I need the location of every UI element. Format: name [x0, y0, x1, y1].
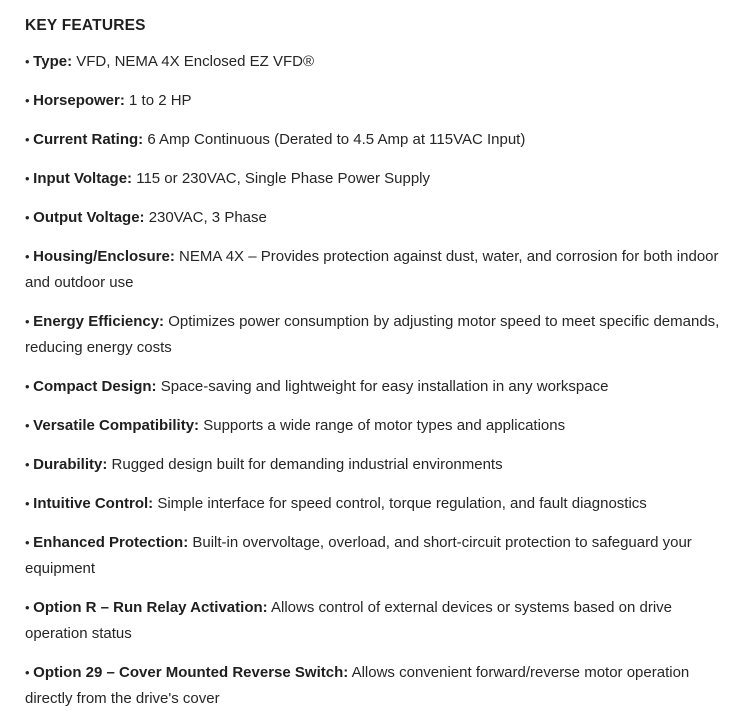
bullet-glyph: •	[25, 457, 34, 472]
feature-text: NEMA 4X – Provides protection against dust, water, and corrosion for both indoor and outdoor use	[25, 248, 719, 291]
bullet-glyph: •	[25, 496, 34, 511]
feature-list	[25, 49, 730, 712]
feature-text: 230VAC, 3 Phase	[144, 209, 267, 226]
feature-item	[25, 88, 730, 114]
bullet-glyph: •	[25, 600, 34, 615]
bullet-glyph: •	[25, 210, 34, 225]
bullet-glyph: •	[25, 171, 34, 186]
feature-label: Housing/Enclosure:	[33, 248, 175, 265]
bullet-glyph: •	[25, 249, 34, 264]
feature-item	[25, 660, 730, 712]
feature-item	[25, 595, 730, 647]
feature-text: 1 to 2 HP	[124, 92, 192, 109]
feature-text: Rugged design built for demanding industrial environments	[107, 456, 503, 473]
feature-label: Type:	[33, 53, 73, 70]
feature-text: 115 or 230VAC, Single Phase Power Supply	[132, 170, 431, 187]
feature-item	[25, 166, 730, 192]
bullet-glyph: •	[25, 665, 34, 680]
feature-item	[25, 491, 730, 517]
feature-item	[25, 127, 730, 153]
section-heading: KEY FEATURES	[25, 17, 146, 34]
bullet-glyph: •	[25, 132, 34, 147]
feature-item	[25, 530, 730, 582]
feature-text: Allows control of external devices or systems based on drive operation status	[25, 599, 672, 642]
bullet-glyph: •	[25, 314, 34, 329]
feature-label: Output Voltage:	[33, 209, 145, 226]
feature-label: Input Voltage:	[33, 170, 133, 187]
feature-label: Energy Efficiency:	[33, 313, 165, 330]
bullet-glyph: •	[25, 54, 34, 69]
feature-text: Space-saving and lightweight for easy installation in any workspace	[156, 378, 609, 395]
feature-item	[25, 309, 730, 361]
feature-label: Intuitive Control:	[33, 495, 154, 512]
feature-label: Compact Design:	[33, 378, 157, 395]
feature-label: Horsepower:	[33, 92, 125, 109]
feature-label: Option R – Run Relay Activation:	[33, 599, 268, 616]
feature-item	[25, 244, 730, 296]
bullet-glyph: •	[25, 93, 34, 108]
feature-text: Built-in overvoltage, overload, and short-circuit protection to safeguard your equipment	[25, 534, 692, 577]
feature-text: Simple interface for speed control, torque regulation, and fault diagnostics	[153, 495, 647, 512]
feature-text: Supports a wide range of motor types and applications	[199, 417, 566, 434]
feature-item	[25, 452, 730, 478]
feature-item	[25, 205, 730, 231]
feature-item	[25, 374, 730, 400]
bullet-glyph: •	[25, 418, 34, 433]
feature-label: Current Rating:	[33, 131, 144, 148]
feature-item	[25, 413, 730, 439]
feature-item	[25, 49, 730, 75]
feature-label: Versatile Compatibility:	[33, 417, 200, 434]
feature-text: Optimizes power consumption by adjusting motor speed to meet specific demands, reducing energy costs	[25, 313, 720, 356]
feature-text: VFD, NEMA 4X Enclosed EZ VFD®	[72, 53, 315, 70]
feature-label: Durability:	[33, 456, 108, 473]
feature-text: 6 Amp Continuous (Derated to 4.5 Amp at 115VAC Input)	[143, 131, 526, 148]
feature-text: Allows convenient forward/reverse motor operation directly from the drive's cover	[25, 664, 690, 707]
bullet-glyph: •	[25, 535, 34, 550]
bullet-glyph: •	[25, 379, 34, 394]
feature-label: Enhanced Protection:	[33, 534, 189, 551]
feature-label: Option 29 – Cover Mounted Reverse Switch:	[33, 664, 349, 681]
